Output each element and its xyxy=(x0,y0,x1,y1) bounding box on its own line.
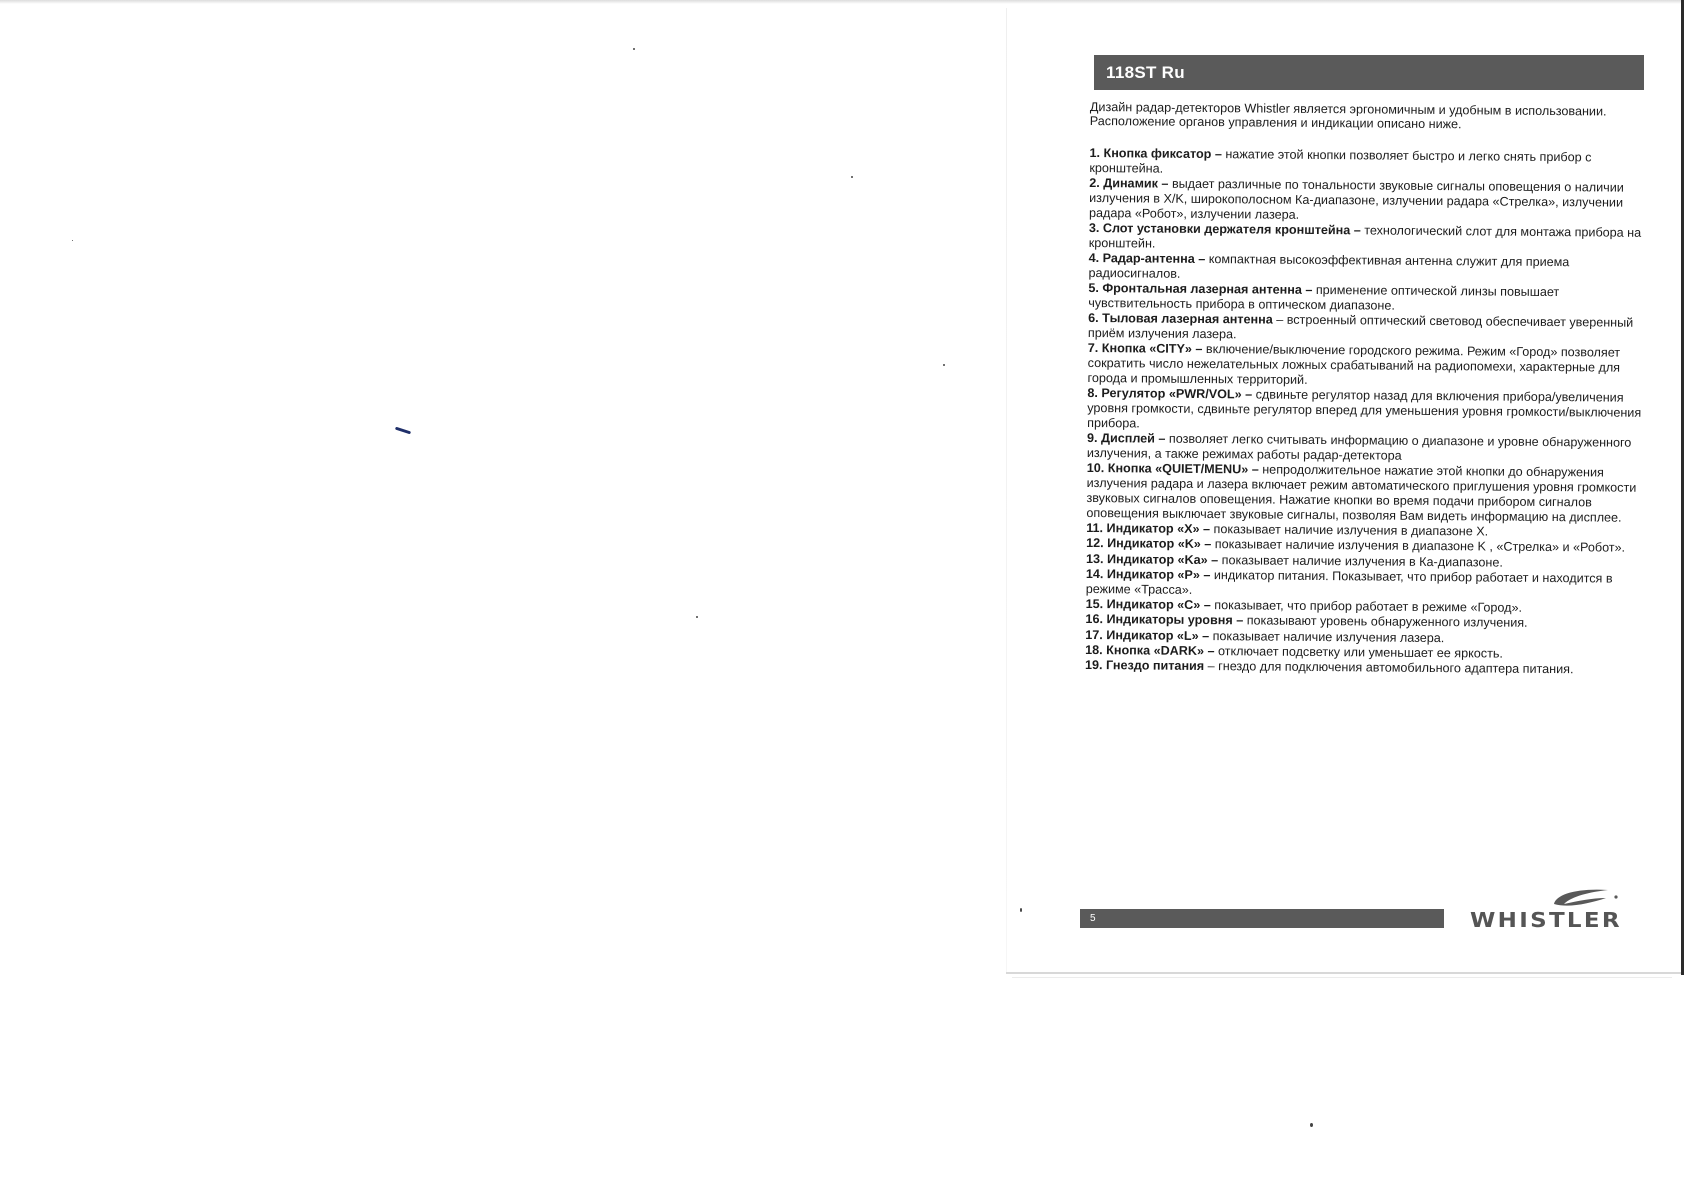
item-title: 5. Фронтальная лазерная антенна – xyxy=(1088,281,1313,298)
scan-mark xyxy=(395,427,411,435)
component-list xyxy=(1085,146,1646,678)
logo-wordmark: WHISTLER xyxy=(1470,908,1622,932)
item-text: показывает наличие излучения в диапазоне K , «Стрелка» и «Робот». xyxy=(1211,537,1626,555)
scan-speck xyxy=(943,364,945,366)
item-title: 14. Индикатор «P» – xyxy=(1085,566,1211,582)
item-title: 19. Гнездо питания xyxy=(1085,658,1205,674)
whistler-logo xyxy=(1468,884,1628,934)
item-title: 15. Индикатор «C» – xyxy=(1085,596,1211,612)
list-item xyxy=(1087,431,1643,465)
item-text: компактная высокоэффективная антенна служит для приема радиосигналов. xyxy=(1088,252,1570,281)
list-item xyxy=(1086,461,1642,525)
item-text: индикатор питания. Показывает, что прибор работает и находится в режиме «Трасса». xyxy=(1085,567,1613,597)
scan-speck xyxy=(72,240,73,241)
item-text: показывает наличие излучения в Ка-диапазоне. xyxy=(1218,552,1503,570)
item-title: 12. Индикатор «K» – xyxy=(1086,536,1212,552)
list-item xyxy=(1088,311,1644,345)
item-text: технологический слот для монтажа прибора на кронштейн. xyxy=(1088,223,1642,251)
item-title: 9. Дисплей – xyxy=(1086,431,1166,446)
item-text: включение/выключение городского режима. Режим «Город» позволяет сократить число нежелательных ложных срабатываний на радиопомехи, характерные для города и промышленных территорий. xyxy=(1087,342,1621,387)
item-text: показывает, что прибор работает в режиме «Город». xyxy=(1210,597,1523,615)
intro-paragraph: Дизайн радар-детекторов Whistler является эргономичным и удобным в использовании. Расположение органов управления и индикации описано ниже. xyxy=(1089,100,1607,132)
scan-top-edge xyxy=(0,0,1684,4)
list-item xyxy=(1088,251,1644,285)
list-item xyxy=(1089,221,1645,255)
list-item xyxy=(1088,281,1644,315)
scan-speck xyxy=(696,616,698,618)
list-item xyxy=(1088,341,1644,390)
page-title: 118ST Ru xyxy=(1106,62,1185,82)
list-item xyxy=(1086,567,1642,601)
item-text: – гнездо для подключения автомобильного адаптера питания. xyxy=(1204,659,1574,677)
scan-speck xyxy=(1020,908,1022,912)
item-text: непродолжительное нажатие этой кнопки до обнаружения излучения радара и лазера включает режим автоматического приглушения уровня громкости звуковых сигналов оповещения. Нажатие кнопки во время подачи прибором сигналов оповещения выключает звуковые сигналы, позволяя Вам видеть информацию на дисплее. xyxy=(1086,462,1637,525)
item-text: показывает наличие излучения лазера. xyxy=(1209,628,1445,645)
item-title: 8. Регулятор «PWR/VOL» – xyxy=(1087,386,1253,402)
item-title: 11. Индикатор «X» – xyxy=(1086,520,1211,536)
item-text: отключает подсветку или уменьшает ее яркость. xyxy=(1214,643,1503,661)
item-title: 7. Кнопка «CITY» – xyxy=(1087,341,1203,357)
page-number: 5 xyxy=(1090,913,1096,924)
scan-speck xyxy=(1310,1123,1313,1127)
item-title: 1. Кнопка фиксатор – xyxy=(1089,145,1222,162)
scan-speck xyxy=(851,176,853,178)
list-item xyxy=(1087,386,1643,435)
page-header-bar xyxy=(1094,55,1644,90)
item-text: позволяет легко считывать информацию о диапазоне и уровне обнаруженного излучения, а также режимах работы радар-детектора xyxy=(1086,431,1632,463)
item-text: нажатие этой кнопки позволяет быстро и легко снять прибор с кронштейна. xyxy=(1089,147,1592,176)
page-bottom-edge xyxy=(1006,972,1681,974)
item-text: сдвиньте регулятор назад для включения прибора/увеличения уровня громкости, сдвиньте регулятор вперед для уменьшения уровня громкости/выключения прибора. xyxy=(1087,387,1642,431)
item-text: применение оптической линзы повышает чувствительность прибора в оптическом диапазоне. xyxy=(1088,283,1560,313)
item-text: выдает различные по тональности звуковые сигналы оповещения о наличии излучения в X/K, широкополосном Ка-диапазоне, излучении радара «Стрелка», излучении радара «Робот», излучении лазера. xyxy=(1088,176,1624,222)
page-footer-bar xyxy=(1080,909,1444,928)
page-fold xyxy=(1006,8,1007,973)
list-item xyxy=(1089,176,1645,225)
item-title: 17. Индикатор «L» – xyxy=(1085,627,1210,643)
item-text: – встроенный оптический световод обеспечивает уверенный приём излучения лазера. xyxy=(1087,312,1634,342)
item-title: 3. Слот установки держателя кронштейна – xyxy=(1088,220,1361,238)
item-title: 13. Индикатор «Ka» – xyxy=(1085,551,1219,567)
item-title: 18. Кнопка «DARK» – xyxy=(1085,642,1215,658)
list-item xyxy=(1089,146,1645,180)
item-title: 10. Кнопка «QUIET/MENU» – xyxy=(1086,461,1259,477)
item-title: 16. Индикаторы уровня – xyxy=(1085,612,1244,628)
scan-speck xyxy=(633,48,635,50)
item-text: показывают уровень обнаруженного излучения. xyxy=(1243,613,1528,631)
page-bottom-edge-shadow xyxy=(1012,977,1672,978)
item-title: 4. Радар-антенна – xyxy=(1088,251,1206,267)
item-title: 6. Тыловая лазерная антенна xyxy=(1088,311,1273,327)
item-title: 2. Динамик – xyxy=(1089,176,1169,191)
item-text: показывает наличие излучения в диапазоне X. xyxy=(1210,521,1489,539)
page-content xyxy=(1085,100,1646,678)
